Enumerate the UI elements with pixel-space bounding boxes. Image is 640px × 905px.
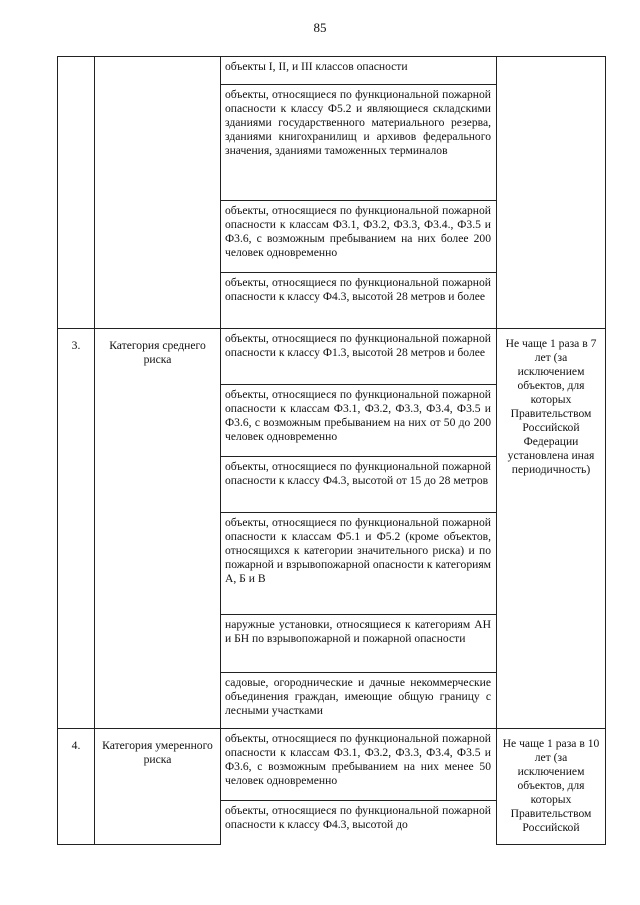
object-cell: объекты, относящиеся по функциональной пожарной опасности к классу Ф5.2 и являющиеся складскими зданиями государственного материального резерва, зданиями книгохранилищ и архивов федерального значения, зданиями таможенных терминалов	[221, 85, 497, 201]
object-cell: объекты, относящиеся по функциональной пожарной опасности к классам Ф5.1 и Ф5.2 (кроме объектов, относящихся к категории значительного риска) и по пожарной и взрывопожарной опасности к категориям А, Б и В	[221, 513, 497, 615]
row-number: 3.	[58, 329, 95, 729]
risk-category-table	[57, 56, 606, 845]
table-row	[58, 329, 606, 385]
table-row	[58, 57, 606, 85]
inspection-frequency: Не чаще 1 раза в 10 лет (за исключением объектов, для которых Правительством Российской	[497, 729, 606, 845]
table-row	[58, 729, 606, 801]
row-number: 4.	[58, 729, 95, 845]
inspection-frequency: Не чаще 1 раза в 7 лет (за исключением объектов, для которых Правительством Российской Федерации установлена иная периодичность)	[497, 329, 606, 729]
object-cell: объекты, относящиеся по функциональной пожарной опасности к классу Ф4.3, высотой от 15 до 28 метров	[221, 457, 497, 513]
number-cell	[58, 57, 95, 329]
object-cell: объекты, относящиеся по функциональной пожарной опасности к классу Ф4.3, высотой до	[221, 801, 497, 845]
object-cell: объекты, относящиеся по функциональной пожарной опасности к классам Ф3.1, Ф3.2, Ф3.3, Ф3.4, Ф3.5 и Ф3.6, с возможным пребыванием на них от 50 до 200 человек одновременно	[221, 385, 497, 457]
category-cell	[95, 57, 221, 329]
risk-category: Категория среднего риска	[95, 329, 221, 729]
object-cell: объекты, относящиеся по функциональной пожарной опасности к классам Ф3.1, Ф3.2, Ф3.3, Ф3.4, Ф3.5 и Ф3.6, с возможным пребыванием на них менее 50 человек одновременно	[221, 729, 497, 801]
page-number: 85	[313, 20, 327, 35]
frequency-cell	[497, 57, 606, 329]
object-cell: наружные установки, относящиеся к категориям АН и БН по взрывопожарной и пожарной опасности	[221, 615, 497, 673]
object-cell: объекты I, II, и III классов опасности	[221, 57, 497, 85]
risk-category: Категория умеренного риска	[95, 729, 221, 845]
object-cell: садовые, огороднические и дачные некоммерческие объединения граждан, имеющие общую границу с лесными участками	[221, 673, 497, 729]
object-cell: объекты, относящиеся по функциональной пожарной опасности к классу Ф1.3, высотой 28 метров и более	[221, 329, 497, 385]
object-cell: объекты, относящиеся по функциональной пожарной опасности к классу Ф4.3, высотой 28 метров и более	[221, 273, 497, 329]
object-cell: объекты, относящиеся по функциональной пожарной опасности к классам Ф3.1, Ф3.2, Ф3.3, Ф3.4., Ф3.5 и Ф3.6, с возможным пребыванием на них более 200 человек одновременно	[221, 201, 497, 273]
